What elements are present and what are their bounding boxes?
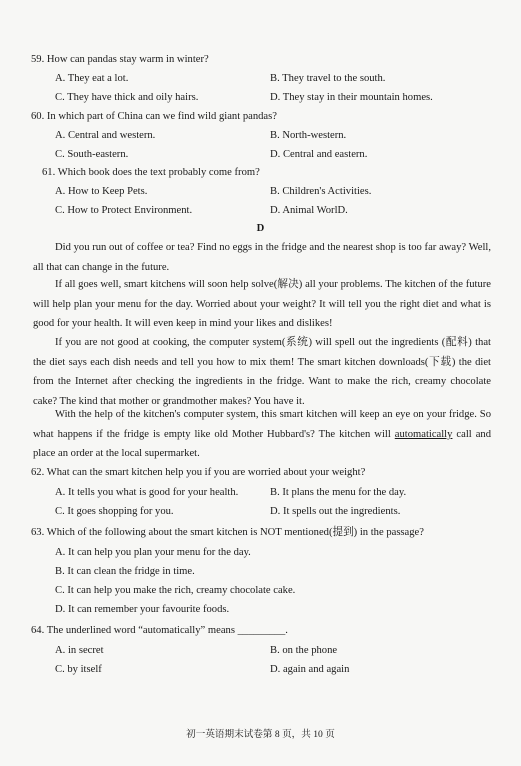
passage-paragraph-1: Did you run out of coffee or tea? Find no eggs in the fridge and the nearest shop is too far away? Well, all that can change in the future. [33,242,491,273]
question-61-option-a: A. How to Keep Pets. [55,186,148,197]
question-62-option-c: C. It goes shopping for you. [55,506,174,517]
question-63-option-d: D. It can remember your favourite foods. [55,604,230,615]
question-62-option-b: B. It plans the menu for the day. [270,487,407,498]
question-63-stem: 63. Which of the following about the smart kitchen is NOT mentioned(提到) in the passage? [31,527,424,538]
passage-paragraph-4 [33,405,491,464]
underlined-word: automatically [394,428,453,440]
question-60-stem: 60. In which part of China can we find wild giant pandas? [31,111,277,122]
question-59-option-c: C. They have thick and oily hairs. [55,92,199,103]
question-64-stem: 64. The underlined word “automatically” means _________. [31,625,288,636]
question-63-option-a: A. It can help you plan your menu for the day. [55,547,251,558]
question-62-option-a: A. It tells you what is good for your health. [55,487,239,498]
question-62-option-d: D. It spells out the ingredients. [270,506,401,517]
question-61-option-b: B. Children's Activities. [270,186,372,197]
question-60-option-a: A. Central and western. [55,130,156,141]
question-64-option-b: B. on the phone [270,645,338,656]
question-59-option-b: B. They travel to the south. [270,73,386,84]
question-64-option-a: A. in secret [55,645,104,656]
question-59-option-a: A. They eat a lot. [55,73,129,84]
page-footer: 初一英语期末试卷第 8 页，共 10 页 [186,729,335,740]
passage-paragraph-2: If all goes well, smart kitchens will soon help solve(解决) all your problems. The kitchen of the future will help plan your menu for the day. Worried about your weight? It will tell you the right diet and what is good for your health. It will even keep in mind your likes and dislikes! [33,279,491,330]
section-label: D [256,223,265,234]
question-60-option-c: C. South-eastern. [55,149,129,160]
question-64-option-d: D. again and again [270,664,350,675]
question-60-option-d: D. Central and eastern. [270,149,368,160]
passage-paragraph-3: If you are not good at cooking, the computer system(系统) will spell out the ingredients (配料) that the diet says each dish needs and tell you how to mix them! The smart kitchen downloads(下载) the diet from the Internet after checking the ingredients in the fridge. Want to make the rich, creamy chocolate cake? The kind that mother or grandmother makes? You have it. [33,337,491,407]
question-61-stem: 61. Which book does the text probably come from? [42,167,260,178]
question-63-option-b: B. It can clean the fridge in time. [55,566,195,577]
question-61-option-c: C. How to Protect Environment. [55,205,193,216]
question-59-stem: 59. How can pandas stay warm in winter? [31,54,209,65]
passage-paragraph-4-end: call and place an order at the local supermarket. [33,428,491,460]
passage-paragraph-4-start: With the help of the kitchen's computer system, this smart kitchen will keep an eye on your fridge. So what happens if the fridge is empty like old Mother Hubbard's? The kitchen will [33,409,491,440]
question-59-option-d: D. They stay in their mountain homes. [270,92,433,103]
question-60-option-b: B. North-western. [270,130,347,141]
question-62-stem: 62. What can the smart kitchen help you if you are worried about your weight? [31,467,366,478]
question-63-option-c: C. It can help you make the rich, creamy chocolate cake. [55,585,296,596]
question-61-option-d: D. Animal WorlD. [270,205,348,216]
question-64-option-c: C. by itself [55,664,102,675]
